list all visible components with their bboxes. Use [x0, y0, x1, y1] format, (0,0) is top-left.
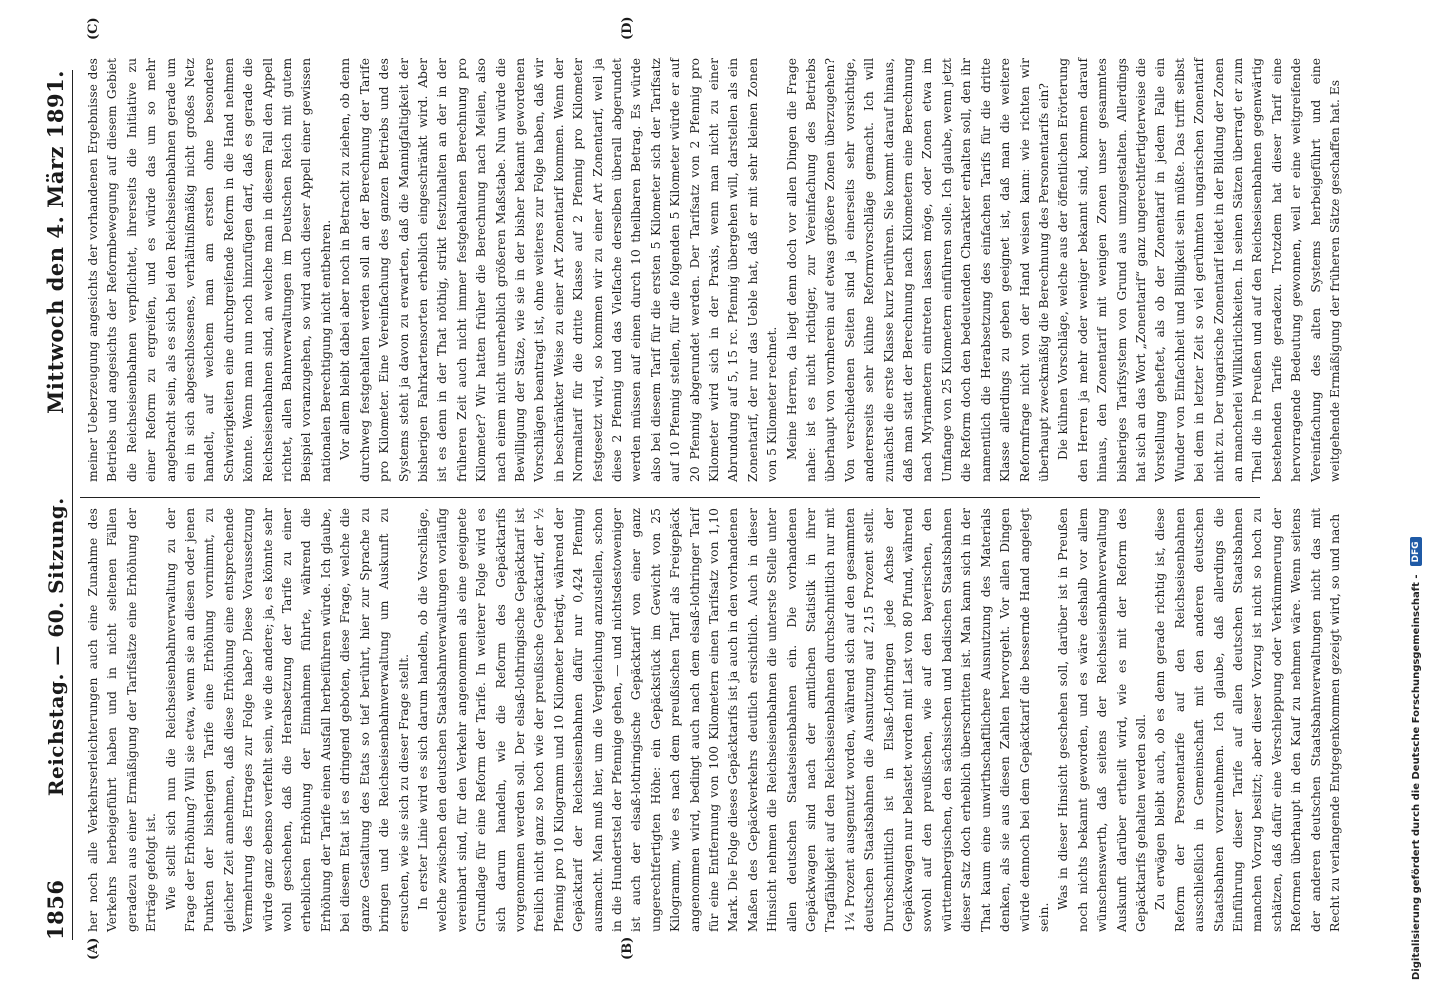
- digitization-credit: [1408, 0, 1432, 1000]
- paragraph: her noch alle Verkehrserleichterungen auch eine Zunahme des Verkehrs herbeigeführt haben und in nicht seltenen Fällen geradezu aus einer Ermäßigung der Tarifsätze eine Erhöhung der Erträge gefolgt ist.: [86, 508, 159, 932]
- page-number: 1856: [43, 879, 68, 940]
- session-title: Reichstag. — 60. Sitzung.: [44, 497, 68, 797]
- paragraph: Wie stellt sich nun die Reichseisenbahnverwaltung zu der Frage der Erhöhung? Will sie etwa, wenn sie an diesen oder jenen Punkten der bisherigen Tarife eine Erhöhung vornimmt, zu gleicher Zeit annehmen, daß diese Erhöhung eine entsprechende Vermehrung des Ertrages zur Folge habe? Diese Voraussetzung würde ganz ebenso verfehlt sein, wie die andere; ja, es könnte sehr wohl geschehen, daß die Herabsetzung der Tarife zu einer erheblichen Erhöhung der Einnahmen führte, während die Erhöhung der Tarife einen Ausfall herbeiführen würde. Ich glaube, bei diesem Etat ist es dringend geboten, diese Frage, welche die ganze Gestaltung des Etats so tief berührt, hier zur Sprache zu bringen und die Reichseisenbahnverwaltung um Auskunft zu ersuchen, wie sie sich zu dieser Frage stellt.: [163, 508, 411, 932]
- credit-text: Digitalisierung gefördert durch die Deutsche Forschungsgemeinschaft -: [1410, 574, 1422, 980]
- left-column: [84, 508, 1342, 932]
- page-header: [40, 70, 68, 940]
- margin-marker-c: (C): [86, 17, 101, 40]
- dfg-logo: DFG: [1410, 537, 1422, 566]
- margin-marker-d: (D): [620, 16, 635, 40]
- paragraph: Die kühnen Vorschläge, welche aus der öffentlichen Erörterung den Herren ja mehr oder weniger bekannt sind, kommen darauf hinaus, den Zonentarif mit wenigen Zonen unser gesammtes bisheriges Tarifsystem von Grund aus umzugestalten. Allerdings hat sich an das Wort „Zonentarif“ ganz ungerechtfertigterweise die Vorstellung geheftet, als ob der Zonentarif in jedem Falle ein Wunder von Einfachheit und Billigkeit sein müßte. Das trifft selbst bei dem in letzter Zeit so viel gerühmten ungarischen Zonentarif nicht zu. Der ungarische Zonentarif leidet in der Bildung der Zonen an mancherlei Willkürlichkeiten. In seinen Sätzen überragt er zum Theil die in Preußen und auf den Reichseisenbahnen gegenwärtig bestehenden Tarife geradezu. Trotzdem hat dieser Tarif eine hervorragende Bedeutung gewonnen, weil er eine weitgreifende Vereinfachung des alten Systems herbeigeführt und eine weitgehende Ermäßigung der früheren Sätze geschaffen hat. Es: [1056, 58, 1342, 482]
- session-date: Mittwoch den 4. März 1891.: [43, 70, 68, 414]
- margin-marker-a: (A): [86, 937, 101, 960]
- margin-marker-b: (B): [620, 936, 635, 960]
- paragraph: meiner Ueberzeugung angesichts der vorhandenen Ergebnisse des Betriebs und angesichts der Reformbewegung auf diesem Gebiet die Reichseisenbahnen verpflichtet, ihrerseits die Initiative zu einer Reform zu ergreifen, und es würde das um so mehr angebracht sein, als es sich bei den Reichseisenbahnen gerade um ein in sich abgeschlossenes, verhältnißmäßig nicht großes Netz handelt, auf welchem man am ersten ohne besondere Schwierigkeiten eine durchgreifende Reform in die Hand nehmen könnte. Wenn man nun noch hinzufügen darf, daß es gerade die Reichseisenbahnen sind, an welche man in diesem Fall den Appell richtet, allen Bahnverwaltungen im Deutschen Reich mit gutem Beispiel voranzugehen, so wird auch dieser Appell einer gewissen nationalen Berechtigung nicht entbehren.: [86, 58, 333, 482]
- paragraph: Vor allem bleibt dabei aber noch in Betracht zu ziehen, ob denn durchweg festgehalten werden soll an der Berechnung der Tarife pro Kilometer. Eine Vereinfachung des ganzen Betriebs und des Systems steht ja davon zu erwarten, daß die Mannigfaltigkeit der bisherigen Fahrkartensorten erheblich eingeschränkt wird. Aber ist es denn in der That nöthig, strikt festzuhalten an der in der früheren Zeit auch nicht immer festgehaltenen Berechnung pro Kilometer? Wir hatten früher die Berechnung nach Meilen, also nach einem nicht unerheblich größeren Maßstabe. Nun würde die Bewilligung der Sätze, wie sie in der bisher bekannt gewordenen Vorschlägen beantragt ist, ohne weiteres zur Folge haben, daß wir in beschränkter Weise zu einer Art Zonentarif kommen. Wenn der Normaltarif für die dritte Klasse auf 2 Pfennig pro Kilometer festgesetzt wird, so kommen wir zu einer Art Zonentarif, weil ja diese 2 Pfennig und das Vielfache derselben überall abgerundet werden müssen auf einen durch 10 theilbaren Betrag. Es würde also bei diesem Tarif für die ersten 5 Kilometer sich der Tarifsatz auf 10 Pfennig stellen, für die folgenden 5 Kilometer würde er auf 20 Pfennig abgerundet werden. Der Tarifsatz von 2 Pfennig pro Kilometer wird sich in der Praxis, wenn man nicht zu einer Abrundung auf 5, 15 rc. Pfennig übergehen will, darstellen als ein Zonentarif, der nur das Ueble hat, daß er mit sehr kleinen Zonen von 5 Kilometer rechnet.: [338, 58, 780, 482]
- paragraph: Was in dieser Hinsicht geschehen soll, darüber ist in Preußen noch nichts bekannt geworden, und es wäre deshalb vor allem wünschenswerth, daß seitens der Reichseisenbahnverwaltung Auskunft darüber ertheilt wird, wie es mit der Reform des Gepäcktarifs gehalten werden soll.: [1056, 508, 1148, 932]
- paragraph: Meine Herren, da liegt denn doch vor allen Dingen die Frage nahe: ist es nicht richtiger, zur Vereinfachung des Betriebs überhaupt von vornherein auf etwas größere Zonen überzugehen? Von verschiedenen Seiten sind ja einerseits sehr vorsichtige, andererseits sehr kühne Reformvorschläge gemacht. Ich will zunächst die erste Klasse kurz berühren. Sie kommt darauf hinaus, daß man statt der Berechnung nach Kilometern eine Berechnung nach Myriametern eintreten lassen möge, oder Zonen etwa im Umfange von 25 Kilometern einführen solle. Ich glaube, wenn jetzt die Reform doch den bedeutenden Charakter erhalten soll, den ihr namentlich die Herabsetzung des einfachen Tarifs für die dritte Klasse allerdings zu geben geeignet ist, daß man die weitere Reformfrage nicht von der Hand weisen kann: wie richten wir überhaupt zweckmäßig die Berechnung des Personentarifs ein?: [784, 58, 1051, 482]
- credit-line: [1410, 20, 1422, 980]
- right-column: [84, 58, 1342, 482]
- paragraph: In erster Linie wird es sich darum handeln, ob die Vorschläge, welche zwischen den deutschen Staatsbahnverwaltungen vorläufig vereinbart sind, für den Verkehr angenommen als eine geeignete Grundlage für eine Reform der Tarife. In weiterer Folge wird es sich darum handeln, wie die Reform des Gepäcktarifs vorgenommen werden soll. Der elsaß-lothringische Gepäcktarif ist freilich nicht ganz so hoch wie der preußische Gepäcktarif, der ½ Pfennig pro 10 Kilogramm und 10 Kilometer beträgt, während der Gepäcktarif der Reichseisenbahnen dafür nur 0,424 Pfennig ausmacht. Man muß hier, um die Vergleichung anzustellen, schon in die Hundertstel der Pfennige gehen, — und nichtsdestoweniger ist auch der elsaß-lothringische Gepäcktarif von einer ganz ungerechtfertigten Höhe: ein Gepäckstück im Gewicht von 25 Kilogramm, wie es nach dem preußischen Tarif als Freigepäck angenommen wird, bedingt auch nach dem elsaß-lothringer Tarif für eine Entfernung von 100 Kilometern einen Tarifsatz von 1,10 Mark. Die Folge dieses Gepäcktarifs ist ja auch in den vorhandenen Maßen des Gepäckverkehrs deutlich ersichtlich. Auch in dieser Hinsicht nehmen die Reichseisenbahnen die unterste Stelle unter allen deutschen Staatseisenbahnen ein. Die vorhandenen Gepäckwagen sind nach der amtlichen Statistik in ihrer Tragfähigkeit auf den Reichseisenbahnen durchschnittlich nur mit 1¼ Prozent ausgenutzt worden, während sich auf den gesammten deutschen Staatsbahnen die Ausnutzung auf 2,15 Prozent stellt. Durchschnittlich ist in Elsaß-Lothringen jede Achse der Gepäckwagen nur belastet worden mit Last von 80 Pfund, während sowohl auf den preußischen, wie auf den bayerischen, den württembergischen, den sächsischen und badischen Staatsbahnen dieser Satz doch erheblich überschritten ist. Man kann sich in der That kaum eine unwirthschaftlichere Ausnutzung des Materials denken, als sie aus diesen Zahlen hervorgeht. Vor allen Dingen würde dennoch bei dem Gepäcktarif die bessernde Hand angelegt sein.: [415, 508, 1051, 932]
- header-rule: [72, 70, 73, 940]
- paragraph: Zu erwägen bleibt auch, ob es denn gerade richtig ist, diese Reform der Personentarife auf den Reichseisenbahnen ausschließlich in Gemeinschaft mit den anderen deutschen Staatsbahnen vorzunehmen. Ich glaube, daß allerdings die Einführung dieser Tarife auf allen deutschen Staatsbahnen manchen Vorzug besitzt; aber dieser Vorzug ist nicht so hoch zu schätzen, daß dafür eine Verschleppung oder Verkümmerung der Reformen überhaupt in den Kauf zu nehmen wäre. Wenn seitens der anderen deutschen Staatsbahnverwaltungen nicht das mit Recht zu verlangende Entgegenkommen gezeigt wird, so und nach: [1153, 508, 1342, 932]
- column-divider: [80, 497, 1260, 498]
